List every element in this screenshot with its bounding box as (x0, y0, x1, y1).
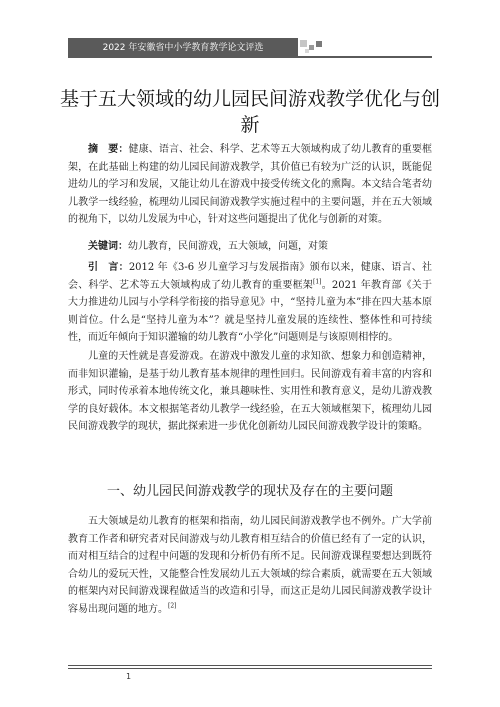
journal-header: 2022 年安徽省中小学教育教学论文评选 (102, 43, 264, 53)
keywords-text: 幼儿教育，民间游戏，五大领域，问题，对策 (128, 241, 328, 252)
decorative-square (309, 45, 314, 50)
section-text: 五大领域是幼儿教育的框架和指南，幼儿园民间游戏教学也不例外。广大学前教育工作者和研究者对民间游戏与幼儿教育相互结合的价值已经有了一定的认识，而对相互结合的过程中问题的发现和分析仍有所不足。民间游戏课程要想达到既符合幼儿的爱玩天性，又能整合性发展幼儿五大领域的综合素质，就需要在五大领域的框架内对民间游戏课程做适当的改造和引导，而这正是幼儿园民间游戏教学设计容易出现问题的地方。 (68, 516, 432, 615)
intro-text-a: 2012 年《3-6 岁儿童学习与发展指南》颁布以来，健康、语言、社会、科学、艺术等五大领域构成了幼儿教育的重要框架 (68, 262, 432, 291)
abstract-text: 健康、语言、社会、科学、艺术等五大领域构成了幼儿教育的重要框架，在此基础上构建的幼儿园民间游戏教学，其价值已有较为广泛的认识，既能促进幼儿的学习和发展，又能让幼儿在游戏中接受传统文化的熏陶。本文结合笔者幼儿教学一线经验，梳理幼儿园民间游戏教学实施过程中的主要问题，并在五大领域的视角下，以幼儿发展为中心，针对这些问题提出了优化与创新的对策。 (68, 144, 433, 225)
introduction (68, 259, 432, 347)
body-paragraph: 儿童的天性就是喜爱游戏。在游戏中激发儿童的求知欲、想象力和创造精神，而非知识灌输，是基于幼儿教育基本规律的理性回归。民间游戏有着丰富的内容和形式，同时传承着本地传统文化，兼具趣味性、实用性和教育意义，是幼儿游戏教学的良好载体。本文根据笔者幼儿教学一线经验，在五大领域框架下，梳理幼儿园民间游戏教学的现状，据此探索进一步优化创新幼儿园民间游戏教学设计的策略。 (68, 351, 432, 432)
section-heading: 一、幼儿园民间游戏教学的现状及存在的主要问题 (106, 484, 393, 499)
keywords-label: 关键词： (88, 241, 128, 252)
page-number: 1 (126, 672, 132, 681)
section-paragraph (68, 513, 432, 618)
decorative-square (300, 40, 307, 47)
citation-ref: [1] (313, 278, 322, 286)
decorative-square (305, 49, 309, 53)
keywords (68, 238, 432, 256)
paper-title: 基于五大领域的幼儿园民间游戏教学优化与创新 (60, 88, 441, 136)
decorative-square (316, 41, 322, 47)
footer-rule (68, 665, 432, 666)
header-rule (298, 56, 432, 58)
abstract-label: 摘 要： (88, 144, 129, 155)
citation-ref: [2] (168, 602, 177, 610)
abstract (68, 141, 432, 229)
intro-label: 引 言： (88, 262, 129, 273)
footer-rule (68, 668, 432, 669)
intro-text-b: 。2021 年教育部《关于大力推进幼儿园与小学科学衔接的指导意见》中，“坚持儿童为本”排在四大基本原则首位。什么是“坚持儿童为本”？就是坚持儿童发展的连续性、整体性和可持续性，而近年倾向于知识灌输的幼儿教育“小学化”问题则是与该原则相悖的。 (68, 279, 432, 343)
